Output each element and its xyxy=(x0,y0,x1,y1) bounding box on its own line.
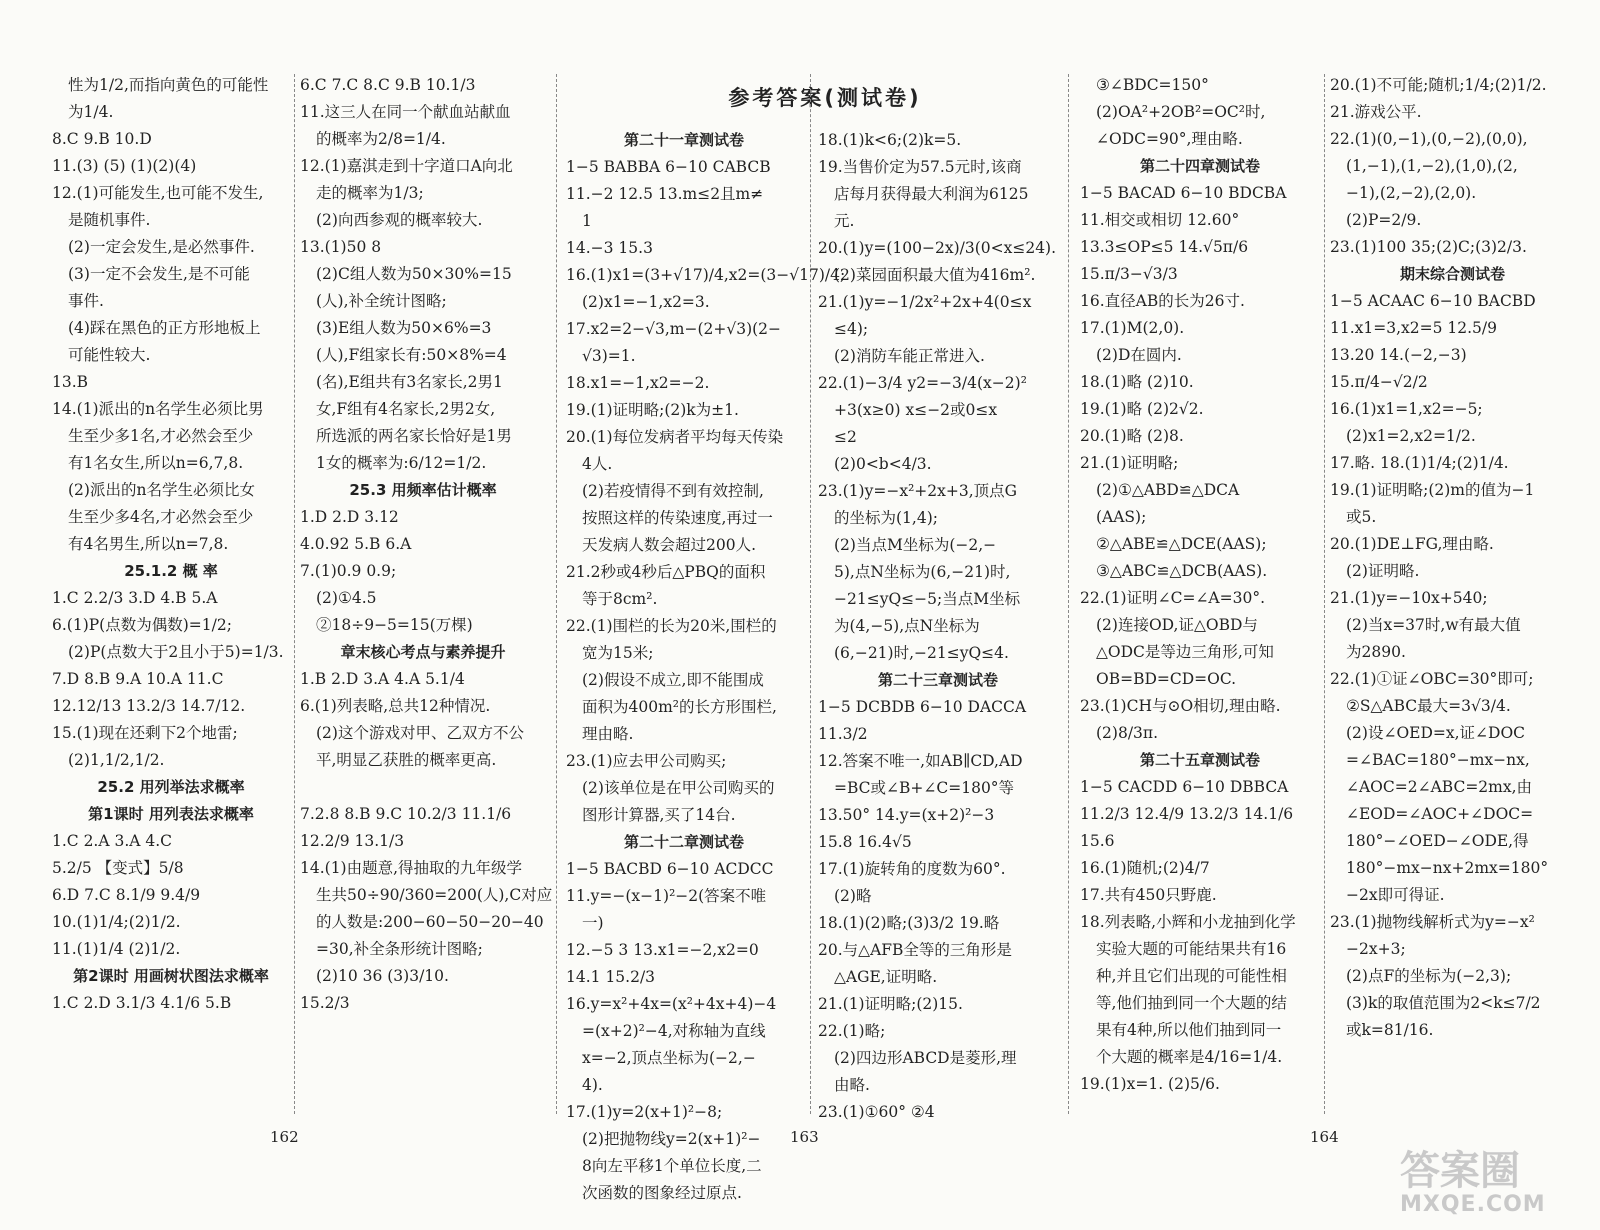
watermark-logo-text: 答案圈 xyxy=(1400,1148,1520,1194)
column-separator xyxy=(294,74,295,1114)
answer-line: 20.与△AFB全等的三角形是 xyxy=(818,941,1012,959)
answer-column-5 xyxy=(1080,72,1320,1098)
answer-line: 果有4种,所以他们抽到同一 xyxy=(1096,1021,1282,1039)
answer-line: 的概率为2/8=1/4. xyxy=(316,130,446,148)
answer-line: 11.−2 12.5 13.m≤2且m≠ xyxy=(566,185,764,203)
answer-line: 事件. xyxy=(68,292,104,310)
answer-line: 16.y=x²+4x=(x²+4x+4)−4 xyxy=(566,995,777,1013)
answer-line: (2)把抛物线y=2(x+1)²− xyxy=(582,1130,761,1148)
answer-line: 理由略. xyxy=(582,725,634,743)
answer-line: 或5. xyxy=(1346,508,1377,526)
page-number: 163 xyxy=(790,1128,819,1146)
answer-line: −21≤yQ≤−5;当点M坐标 xyxy=(834,590,1021,608)
answer-line: 4人. xyxy=(582,455,613,473)
answer-line: 12.(1)嘉淇走到十字道口A向北 xyxy=(300,157,513,175)
section-heading: 第二十三章测试卷 xyxy=(877,671,998,689)
answer-line: 18.(1)(2)略;(3)3/2 19.略 xyxy=(818,914,1000,932)
answer-line: 5),点N坐标为(6,−21)时, xyxy=(834,563,1011,581)
answer-line: 15.2/3 xyxy=(300,994,350,1012)
answer-line: 4.0.92 5.B 6.A xyxy=(300,535,412,553)
answer-line: 22.(1)围栏的长为20米,围栏的 xyxy=(566,617,777,635)
answer-line: 17.(1)旋转角的度数为60°. xyxy=(818,860,1006,878)
answer-line: 23.(1)y=−x²+2x+3,顶点G xyxy=(818,482,1018,500)
answer-line: 18.(1)k<6;(2)k=5. xyxy=(818,131,962,149)
answer-line: 13.3≤OP≤5 14.√5π/6 xyxy=(1080,238,1249,256)
answer-line: 1.B 2.D 3.A 4.A 5.1/4 xyxy=(300,670,465,688)
answer-line xyxy=(818,100,1058,127)
answer-line: 1.C 2.2/3 3.D 4.B 5.A xyxy=(52,589,218,607)
answer-line: (2)①4.5 xyxy=(316,589,377,607)
answer-line: (2)C组人数为50×30%=15 xyxy=(316,265,512,283)
answer-line: 16.直径AB的长为26寸. xyxy=(1080,292,1245,310)
answer-line: ∠EOD=∠AOC+∠DOC= xyxy=(1346,805,1534,823)
answer-line: (2)菜园面积最大值为416m². xyxy=(834,266,1036,284)
answer-line: ∠ODC=90°,理由略. xyxy=(1096,130,1243,148)
answer-line: (2)当点M坐标为(−2,− xyxy=(834,536,997,554)
column-separator xyxy=(1068,74,1069,1114)
answer-line: (2)x1=−1,x2=3. xyxy=(582,293,710,311)
answer-line: 1.C 2.D 3.1/3 4.1/6 5.B xyxy=(52,994,232,1012)
answer-line: 或k=81/16. xyxy=(1346,1021,1434,1039)
answer-line: 所选派的两名家长恰好是1男 xyxy=(316,427,512,445)
page-title: 参考答案(测试卷) xyxy=(728,86,922,110)
answer-line: ≤2 xyxy=(834,428,857,446)
answer-line: (2)证明略. xyxy=(1346,562,1420,580)
answer-line: 19.当售价定为57.5元时,该商 xyxy=(818,158,1022,176)
answer-line: (2)10 36 (3)3/10. xyxy=(316,967,449,985)
answer-line: 性为1/2,而指向黄色的可能性 xyxy=(68,76,269,94)
page-number: 164 xyxy=(1310,1128,1339,1146)
answer-line: 6.(1)列表略,总共12种情况. xyxy=(300,697,491,715)
answer-line: 19.(1)略 (2)2√2. xyxy=(1080,400,1204,418)
answer-line: (3)E组人数为50×6%=3 xyxy=(316,319,492,337)
answer-line: (AAS); xyxy=(1096,508,1147,526)
answer-line: 有1名女生,所以n=6,7,8. xyxy=(68,454,244,472)
answer-line: 个大题的概率是4/16=1/4. xyxy=(1096,1048,1283,1066)
answer-line: 13.50° 14.y=(x+2)²−3 xyxy=(818,806,995,824)
answer-line: 15.π/3−√3/3 xyxy=(1080,265,1178,283)
section-heading: 第二十二章测试卷 xyxy=(623,833,744,851)
answer-column-1 xyxy=(52,72,290,1017)
answer-line: 1女的概率为:6/12=1/2. xyxy=(316,454,487,472)
answer-line: +3(x≥0) x≤−2或0≤x xyxy=(834,401,998,419)
answer-line: 12.−5 3 13.x1=−2,x2=0 xyxy=(566,941,759,959)
answer-column-2 xyxy=(300,72,553,1017)
answer-line: 19.(1)x=1. (2)5/6. xyxy=(1080,1075,1220,1093)
page-number: 162 xyxy=(270,1128,299,1146)
answer-line: 为(4,−5),点N坐标为 xyxy=(834,617,980,635)
answer-line: 7.2.8 8.B 9.C 10.2/3 11.1/6 xyxy=(300,805,512,823)
answer-line: (1,−1),(1,−2),(1,0),(2, xyxy=(1346,157,1518,175)
answer-column-4 xyxy=(818,100,1058,1126)
answer-line: 180°−∠OED−∠ODE,得 xyxy=(1346,832,1529,850)
answer-line: 17.(1)y=2(x+1)²−8; xyxy=(566,1103,723,1121)
section-heading: 第二十五章测试卷 xyxy=(1139,751,1260,769)
answer-line: 16.(1)x1=(3+√17)/4,x2=(3−√17)/4; xyxy=(566,266,846,284)
answer-line: (2)当x=37时,w有最大值 xyxy=(1346,616,1521,634)
answer-line: (2)若疫情得不到有效控制, xyxy=(582,482,764,500)
answer-line: (2)①△ABD≌△DCA xyxy=(1096,481,1240,499)
answer-line: 13.B xyxy=(52,373,89,391)
answer-line: (2)略 xyxy=(834,887,872,905)
answer-line: 由略. xyxy=(834,1076,870,1094)
answer-line: 16.(1)x1=1,x2=−5; xyxy=(1330,400,1483,418)
answer-line: 1 xyxy=(582,212,592,230)
answer-line: 20.(1)DE⊥FG,理由略. xyxy=(1330,535,1494,553)
answer-line: 13.20 14.(−2,−3) xyxy=(1330,346,1467,364)
answer-line: (2)四边形ABCD是菱形,理 xyxy=(834,1049,1017,1067)
section-heading: 章末核心考点与素养提升 xyxy=(340,643,506,661)
answer-line: 12.12/13 13.2/3 14.7/12. xyxy=(52,697,246,715)
answer-line: 20.(1)每位发病者平均每天传染 xyxy=(566,428,784,446)
answer-line: 次函数的图象经过原点. xyxy=(582,1184,742,1202)
answer-line: 平,明显乙获胜的概率更高. xyxy=(316,751,497,769)
answer-line: 17.x2=2−√3,m−(2+√3)(2− xyxy=(566,320,782,338)
answer-line: 4). xyxy=(582,1076,603,1094)
watermark-logo xyxy=(1400,1150,1590,1220)
answer-line: 面积为400m²的长方形围栏, xyxy=(582,698,777,716)
answer-line: 21.(1)y=−10x+540; xyxy=(1330,589,1488,607)
answer-line: 8向左平移1个单位长度,二 xyxy=(582,1157,762,1175)
answer-line: 7.(1)0.9 0.9; xyxy=(300,562,397,580)
answer-line: (2)派出的n名学生必须比女 xyxy=(68,481,255,499)
answer-line: 22.(1)①证∠OBC=30°即可; xyxy=(1330,670,1534,688)
answer-line: 种,并且它们出现的可能性相 xyxy=(1096,967,1287,985)
answer-line: 11.(1)1/4 (2)1/2. xyxy=(52,940,181,958)
answer-line: 15.8 16.4√5 xyxy=(818,833,912,851)
answer-line: 11.x1=3,x2=5 12.5/9 xyxy=(1330,319,1498,337)
answer-line: 21.游戏公平. xyxy=(1330,103,1422,121)
answer-line: 23.(1)应去甲公司购买; xyxy=(566,752,727,770)
answer-line: 180°−mx−nx+2mx=180° xyxy=(1346,859,1549,877)
answer-line: (2)设∠OED=x,证∠DOC xyxy=(1346,724,1526,742)
answer-line: 6.D 7.C 8.1/9 9.4/9 xyxy=(52,886,201,904)
answer-line: (2)1,1/2,1/2. xyxy=(68,751,165,769)
answer-line: 天发病人数会超过200人. xyxy=(582,536,757,554)
answer-line: 12.2/9 13.1/3 xyxy=(300,832,405,850)
answer-line: ∠AOC=2∠ABC=2mx,由 xyxy=(1346,778,1533,796)
answer-line: 19.(1)证明略;(2)k为±1. xyxy=(566,401,739,419)
answer-line: △AGE,证明略. xyxy=(834,968,938,986)
answer-line: 15.(1)现在还剩下2个地雷; xyxy=(52,724,238,742)
answer-line: (2)这个游戏对甲、乙双方不公 xyxy=(316,724,524,742)
answer-line: ≤4); xyxy=(834,320,869,338)
answer-line: 有4名男生,所以n=7,8. xyxy=(68,535,229,553)
answer-line: (2)P=2/9. xyxy=(1346,211,1422,229)
answer-line: 23.(1)100 35;(2)C;(3)2/3. xyxy=(1330,238,1527,256)
answer-line: 14.(1)派出的n名学生必须比男 xyxy=(52,400,264,418)
answer-line: 18.x1=−1,x2=−2. xyxy=(566,374,710,392)
answer-line: 23.(1)①60° ②4 xyxy=(818,1103,935,1121)
answer-line: 19.(1)证明略;(2)m的值为−1 xyxy=(1330,481,1535,499)
answer-line: −1),(2,−2),(2,0). xyxy=(1346,184,1477,202)
answer-line: 按照这样的传染速度,再过一 xyxy=(582,509,773,527)
answer-line: 14.−3 15.3 xyxy=(566,239,653,257)
answer-line: 22.(1)(0,−1),(0,−2),(0,0), xyxy=(1330,130,1528,148)
answer-line: 21.2秒或4秒后△PBQ的面积 xyxy=(566,563,766,581)
answer-line: (2)向西参观的概率较大. xyxy=(316,211,483,229)
answer-line: 等于8cm². xyxy=(582,590,658,608)
answer-line: 可能性较大. xyxy=(68,346,151,364)
answer-line: 15.6 xyxy=(1080,832,1115,850)
answer-line: 20.(1)略 (2)8. xyxy=(1080,427,1184,445)
answer-line: x=−2,顶点坐标为(−2,− xyxy=(582,1049,756,1067)
section-heading: 25.3 用频率估计概率 xyxy=(349,481,497,499)
answer-line: 1.C 2.A 3.A 4.C xyxy=(52,832,173,850)
answer-line: 为1/4. xyxy=(68,103,114,121)
answer-line: 宽为15米; xyxy=(582,644,654,662)
answer-line: (2)0<b<4/3. xyxy=(834,455,932,473)
answer-line: 22.(1)略; xyxy=(818,1022,886,1040)
answer-line: (2)连接OD,证△OBD与 xyxy=(1096,616,1258,634)
answer-line: 17.(1)M(2,0). xyxy=(1080,319,1185,337)
answer-line: 14.1 15.2/3 xyxy=(566,968,656,986)
column-separator xyxy=(810,74,811,1114)
answer-line: (3)一定不会发生,是不可能 xyxy=(68,265,250,283)
answer-line: (2)OA²+2OB²=OC²时, xyxy=(1096,103,1266,121)
answer-line: ②△ABE≌△DCE(AAS); xyxy=(1096,535,1267,553)
answer-line: =BC或∠B+∠C=180°等 xyxy=(834,779,1015,797)
answer-line: =(x+2)²−4,对称轴为直线 xyxy=(582,1022,766,1040)
column-separator xyxy=(556,74,557,1114)
answer-line xyxy=(300,774,546,801)
answer-line: 17.共有450只野鹿. xyxy=(1080,886,1217,904)
answer-line: (2)假设不成立,即不能围成 xyxy=(582,671,764,689)
answer-line: 17.略. 18.(1)1/4;(2)1/4. xyxy=(1330,454,1509,472)
answer-line: 6.C 7.C 8.C 9.B 10.1/3 xyxy=(300,76,476,94)
answer-line: 6.(1)P(点数为偶数)=1/2; xyxy=(52,616,232,634)
answer-line: 20.(1)不可能;随机;1/4;(2)1/2. xyxy=(1330,76,1547,94)
answer-line: 18.列表略,小辉和小龙抽到化学 xyxy=(1080,913,1296,931)
answer-line: 7.D 8.B 9.A 10.A 11.C xyxy=(52,670,224,688)
answer-line: 11.相交或相切 12.60° xyxy=(1080,211,1240,229)
answer-line: 13.(1)50 8 xyxy=(300,238,382,256)
answer-line: 21.(1)证明略;(2)15. xyxy=(818,995,963,1013)
answer-line: 1−5 BACAD 6−10 BDCBA xyxy=(1080,184,1287,202)
answer-line: 12.答案不唯一,如AB∥CD,AD xyxy=(818,752,1023,770)
section-heading: 25.2 用列举法求概率 xyxy=(97,778,245,796)
answer-line: (6,−21)时,−21≤yQ≤4. xyxy=(834,644,1009,662)
answer-line: (2)消防车能正常进入. xyxy=(834,347,985,365)
answer-line: 图形计算器,买了14台. xyxy=(582,806,736,824)
answer-line: 23.(1)CH与⊙O相切,理由略. xyxy=(1080,697,1281,715)
answer-line: 8.C 9.B 10.D xyxy=(52,130,152,148)
answer-line: 11.2/3 12.4/9 13.2/3 14.1/6 xyxy=(1080,805,1294,823)
answer-line: ③△ABC≌△DCB(AAS). xyxy=(1096,562,1268,580)
answer-line: √3)=1. xyxy=(582,347,636,365)
answer-column-6 xyxy=(1330,72,1575,1044)
answer-line: (2)点F的坐标为(−2,3); xyxy=(1346,967,1512,985)
answer-line: 20.(1)y=(100−2x)/3(0<x≤24). xyxy=(818,239,1057,257)
answer-line: OB=BD=CD=OC. xyxy=(1096,670,1237,688)
answer-line: 23.(1)抛物线解析式为y=−x² xyxy=(1330,913,1535,931)
answer-line: 女,F组有4名家长,2男2女, xyxy=(316,400,496,418)
answer-line: 1−5 CACDD 6−10 DBBCA xyxy=(1080,778,1289,796)
answer-line: ②18÷9−5=15(万棵) xyxy=(316,616,473,634)
answer-line: 1−5 DCBDB 6−10 DACCA xyxy=(818,698,1027,716)
answer-line: 等,他们抽到同一个大题的结 xyxy=(1096,994,1287,1012)
answer-line: 22.(1)证明∠C=∠A=30°. xyxy=(1080,589,1266,607)
answer-line: 为2890. xyxy=(1346,643,1406,661)
answer-line: ②S△ABC最大=3√3/4. xyxy=(1346,697,1511,715)
answer-line: 的人数是:200−60−50−20−40 xyxy=(316,913,544,931)
answer-line: 1.D 2.D 3.12 xyxy=(300,508,399,526)
answer-line: 生至少多1名,才必然会至少 xyxy=(68,427,254,445)
answer-line: 生至少多4名,才必然会至少 xyxy=(68,508,254,526)
answer-line: △ODC是等边三角形,可知 xyxy=(1096,643,1274,661)
answer-line: 21.(1)证明略; xyxy=(1080,454,1179,472)
answer-line: (人),补全统计图略; xyxy=(316,292,447,310)
answer-line: 是随机事件. xyxy=(68,211,151,229)
answer-line: (人),F组家长有:50×8%=4 xyxy=(316,346,507,364)
answer-line: 店每月获得最大利润为6125 xyxy=(834,185,1029,203)
answer-line: 18.(1)略 (2)10. xyxy=(1080,373,1194,391)
answer-line: (2)P(点数大于2且小于5)=1/3. xyxy=(68,643,284,661)
answer-line: 10.(1)1/4;(2)1/2. xyxy=(52,913,181,931)
section-heading: 期末综合测试卷 xyxy=(1399,265,1505,283)
answer-line: =∠BAC=180°−mx−nx, xyxy=(1346,751,1530,769)
answer-line: 1−5 BACBD 6−10 ACDCC xyxy=(566,860,774,878)
answer-line: 走的概率为1/3; xyxy=(316,184,424,202)
section-heading: 第二十四章测试卷 xyxy=(1139,157,1260,175)
answer-line: 生共50÷90/360=200(人),C对应 xyxy=(316,886,553,904)
answer-line: 1−5 BABBA 6−10 CABCB xyxy=(566,158,771,176)
answer-line: (2)D在圆内. xyxy=(1096,346,1182,364)
answer-line: 11.y=−(x−1)²−2(答案不唯 xyxy=(566,887,767,905)
answer-line: 12.(1)可能发生,也可能不发生, xyxy=(52,184,264,202)
answer-line: (名),E组共有3名家长,2男1 xyxy=(316,373,503,391)
answer-line: 实验大题的可能结果共有16 xyxy=(1096,940,1287,958)
answer-line: (2)该单位是在甲公司购买的 xyxy=(582,779,775,797)
section-heading: 第二十一章测试卷 xyxy=(623,131,744,149)
answer-line: 5.2/5 【变式】5/8 xyxy=(52,859,184,877)
answer-line xyxy=(566,100,802,127)
answer-line: 11.(3) (5) (1)(2)(4) xyxy=(52,157,197,175)
answer-line: (2)一定会发生,是必然事件. xyxy=(68,238,255,256)
answer-line: (4)踩在黑色的正方形地板上 xyxy=(68,319,261,337)
section-heading: 25.1.2 概 率 xyxy=(124,562,218,580)
section-heading: 第2课时 用画树状图法求概率 xyxy=(73,967,269,985)
answer-line: −2x即可得证. xyxy=(1346,886,1445,904)
answer-line: 11.这三人在同一个献血站献血 xyxy=(300,103,511,121)
column-separator xyxy=(1324,74,1325,1114)
answer-line: ③∠BDC=150° xyxy=(1096,76,1209,94)
answer-line: 21.(1)y=−1/2x²+2x+4(0≤x xyxy=(818,293,1032,311)
answer-line: 15.π/4−√2/2 xyxy=(1330,373,1428,391)
answer-line: 一) xyxy=(582,914,604,932)
answer-line: 22.(1)−3/4 y2=−3/4(x−2)² xyxy=(818,374,1027,392)
answer-line: −2x+3; xyxy=(1346,940,1406,958)
watermark-url: MXQE.COM xyxy=(1400,1192,1546,1217)
answer-line: (2)8/3π. xyxy=(1096,724,1159,742)
answer-line: 元. xyxy=(834,212,855,230)
answer-line: 1−5 ACAAC 6−10 BACBD xyxy=(1330,292,1536,310)
answer-line: =30,补全条形统计图略; xyxy=(316,940,483,958)
answer-line: 11.3/2 xyxy=(818,725,868,743)
answer-line: (3)k的取值范围为2<k≤7/2 xyxy=(1346,994,1541,1012)
answer-line: 14.(1)由题意,得抽取的九年级学 xyxy=(300,859,523,877)
answer-line: (2)x1=2,x2=1/2. xyxy=(1346,427,1476,445)
answer-line: 16.(1)随机;(2)4/7 xyxy=(1080,859,1210,877)
answer-line: 的坐标为(1,4); xyxy=(834,509,938,527)
section-heading: 第1课时 用列表法求概率 xyxy=(88,805,254,823)
